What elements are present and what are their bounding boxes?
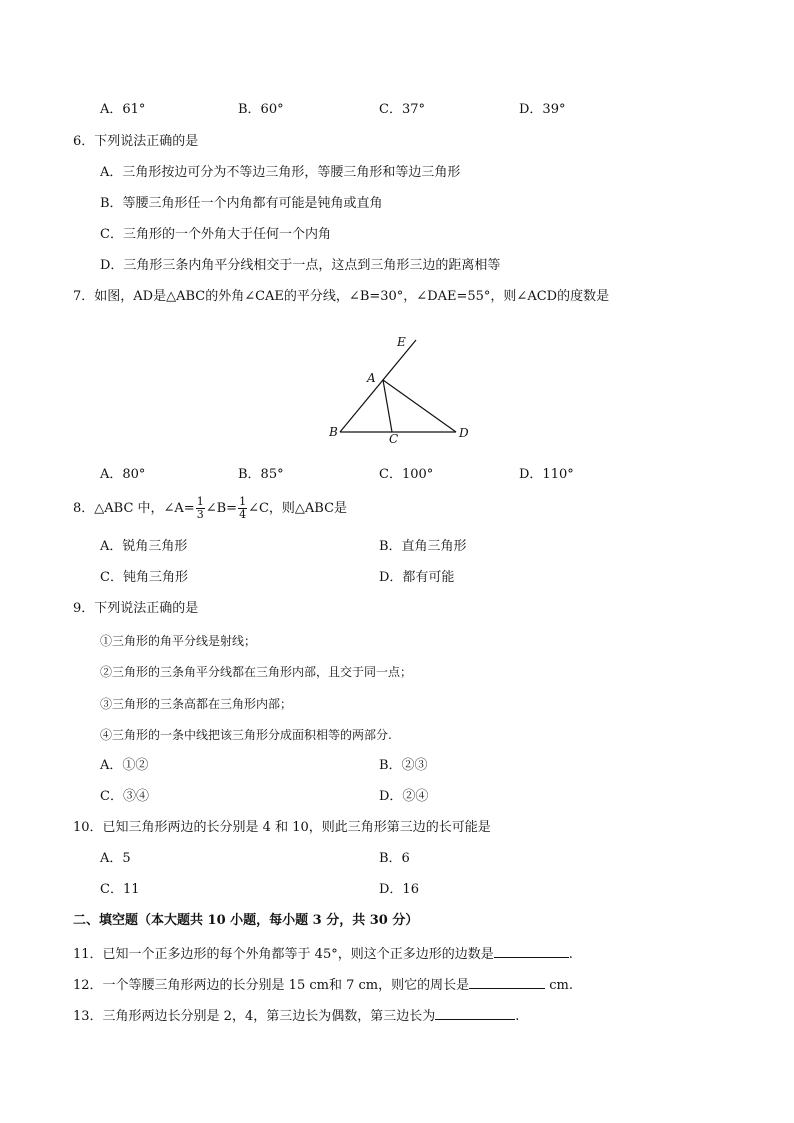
q8-frac2-denominator: 4: [239, 508, 247, 521]
q9-statement-3: ③三角形的三条高都在三角形内部；: [100, 697, 293, 711]
q9-statement-4: ④三角形的一条中线把该三角形分成面积相等的两部分.: [100, 728, 392, 742]
q8-fraction-2: [238, 496, 247, 521]
q13-answer-blank[interactable]: [435, 1007, 515, 1020]
q10-option-a: A．5: [100, 851, 131, 866]
q11: [73, 945, 573, 963]
q8-stem: [73, 495, 347, 523]
q8-suffix: ∠C，则△ABC是: [248, 501, 348, 516]
q6-option-a: A．三角形按边可分为不等边三角形，等腰三角形和等边三角形: [100, 165, 461, 180]
q6-option-b: B．等腰三角形任一个内角都有可能是钝角或直角: [100, 196, 383, 211]
q5-option-a: A．61°: [100, 102, 146, 117]
q13-end: .: [515, 1009, 520, 1024]
q13-text: 13．三角形两边长分别是 2，4，第三边长为偶数，第三边长为: [73, 1009, 436, 1024]
q11-answer-blank[interactable]: [494, 945, 569, 958]
q8-option-a: A．锐角三角形: [100, 539, 188, 554]
q8-prefix: 8．△ABC 中，∠A=: [73, 501, 195, 516]
q9-option-c: C．③④: [100, 789, 149, 804]
q6-stem: 6．下列说法正确的是: [73, 134, 199, 149]
q5-option-d: D．39°: [519, 102, 566, 117]
q5-option-b: B．60°: [238, 102, 284, 117]
q7-stem: 7．如图，AD是△ABC的外角∠CAE的平分线，∠B=30°，∠DAE=55°，则∠ACD的度数是: [73, 289, 610, 304]
q10-option-c: C．11: [100, 882, 140, 897]
q9-stem: 9．下列说法正确的是: [73, 601, 199, 616]
q9-statement-1: ①三角形的角平分线是射线；: [100, 634, 257, 648]
q10-option-b: B．6: [379, 851, 410, 866]
q7-option-c: C．100°: [379, 467, 434, 482]
q13: [73, 1007, 519, 1025]
q5-option-c: C．37°: [379, 102, 425, 117]
q12-end: cm.: [545, 978, 573, 993]
q7-triangle-figure: [320, 332, 480, 447]
q8-fraction-1: [196, 496, 205, 521]
q11-text: 11．已知一个正多边形的每个外角都等于 45°，则这个正多边形的边数是: [73, 947, 494, 962]
section-heading-fill-in: 二、填空题（本大题共 10 小题，每小题 3 分，共 30 分）: [73, 913, 419, 928]
q8-frac1-numerator: 1: [196, 495, 204, 508]
line-ac: [383, 380, 392, 432]
q8-frac1-denominator: 3: [196, 508, 204, 521]
label-d: D: [459, 426, 469, 440]
label-e: E: [397, 335, 406, 349]
q7-option-a: A．80°: [100, 467, 146, 482]
q9-option-a: A．①②: [100, 758, 149, 773]
label-b: B: [329, 425, 338, 439]
q8-option-d: D．都有可能: [379, 570, 455, 585]
line-be: [340, 340, 416, 432]
q8-mid: ∠B=: [205, 501, 238, 516]
q6-option-c: C．三角形的一个外角大于任何一个内角: [100, 227, 331, 242]
q12: [73, 976, 573, 994]
q9-option-b: B．②③: [379, 758, 428, 773]
q6-option-d: D．三角形三条内角平分线相交于一点，这点到三角形三边的距离相等: [100, 258, 501, 273]
q8-option-b: B．直角三角形: [379, 539, 467, 554]
q9-option-d: D．②④: [379, 789, 429, 804]
q7-option-b: B．85°: [238, 467, 284, 482]
q12-text: 12．一个等腰三角形两边的长分别是 15 cm和 7 cm，则它的周长是: [73, 978, 470, 993]
q11-end: .: [568, 947, 573, 962]
q8-option-c: C．钝角三角形: [100, 570, 188, 585]
line-ad: [383, 380, 456, 432]
q8-frac2-numerator: 1: [239, 495, 247, 508]
label-a: A: [367, 371, 376, 385]
q10-option-d: D．16: [379, 882, 419, 897]
q12-answer-blank[interactable]: [469, 976, 545, 989]
q10-stem: 10．已知三角形两边的长分别是 4 和 10，则此三角形第三边的长可能是: [73, 820, 491, 835]
label-c: C: [389, 432, 399, 446]
q7-option-d: D．110°: [519, 467, 574, 482]
q9-statement-2: ②三角形的三条角平分线都在三角形内部，且交于同一点；: [100, 665, 413, 679]
